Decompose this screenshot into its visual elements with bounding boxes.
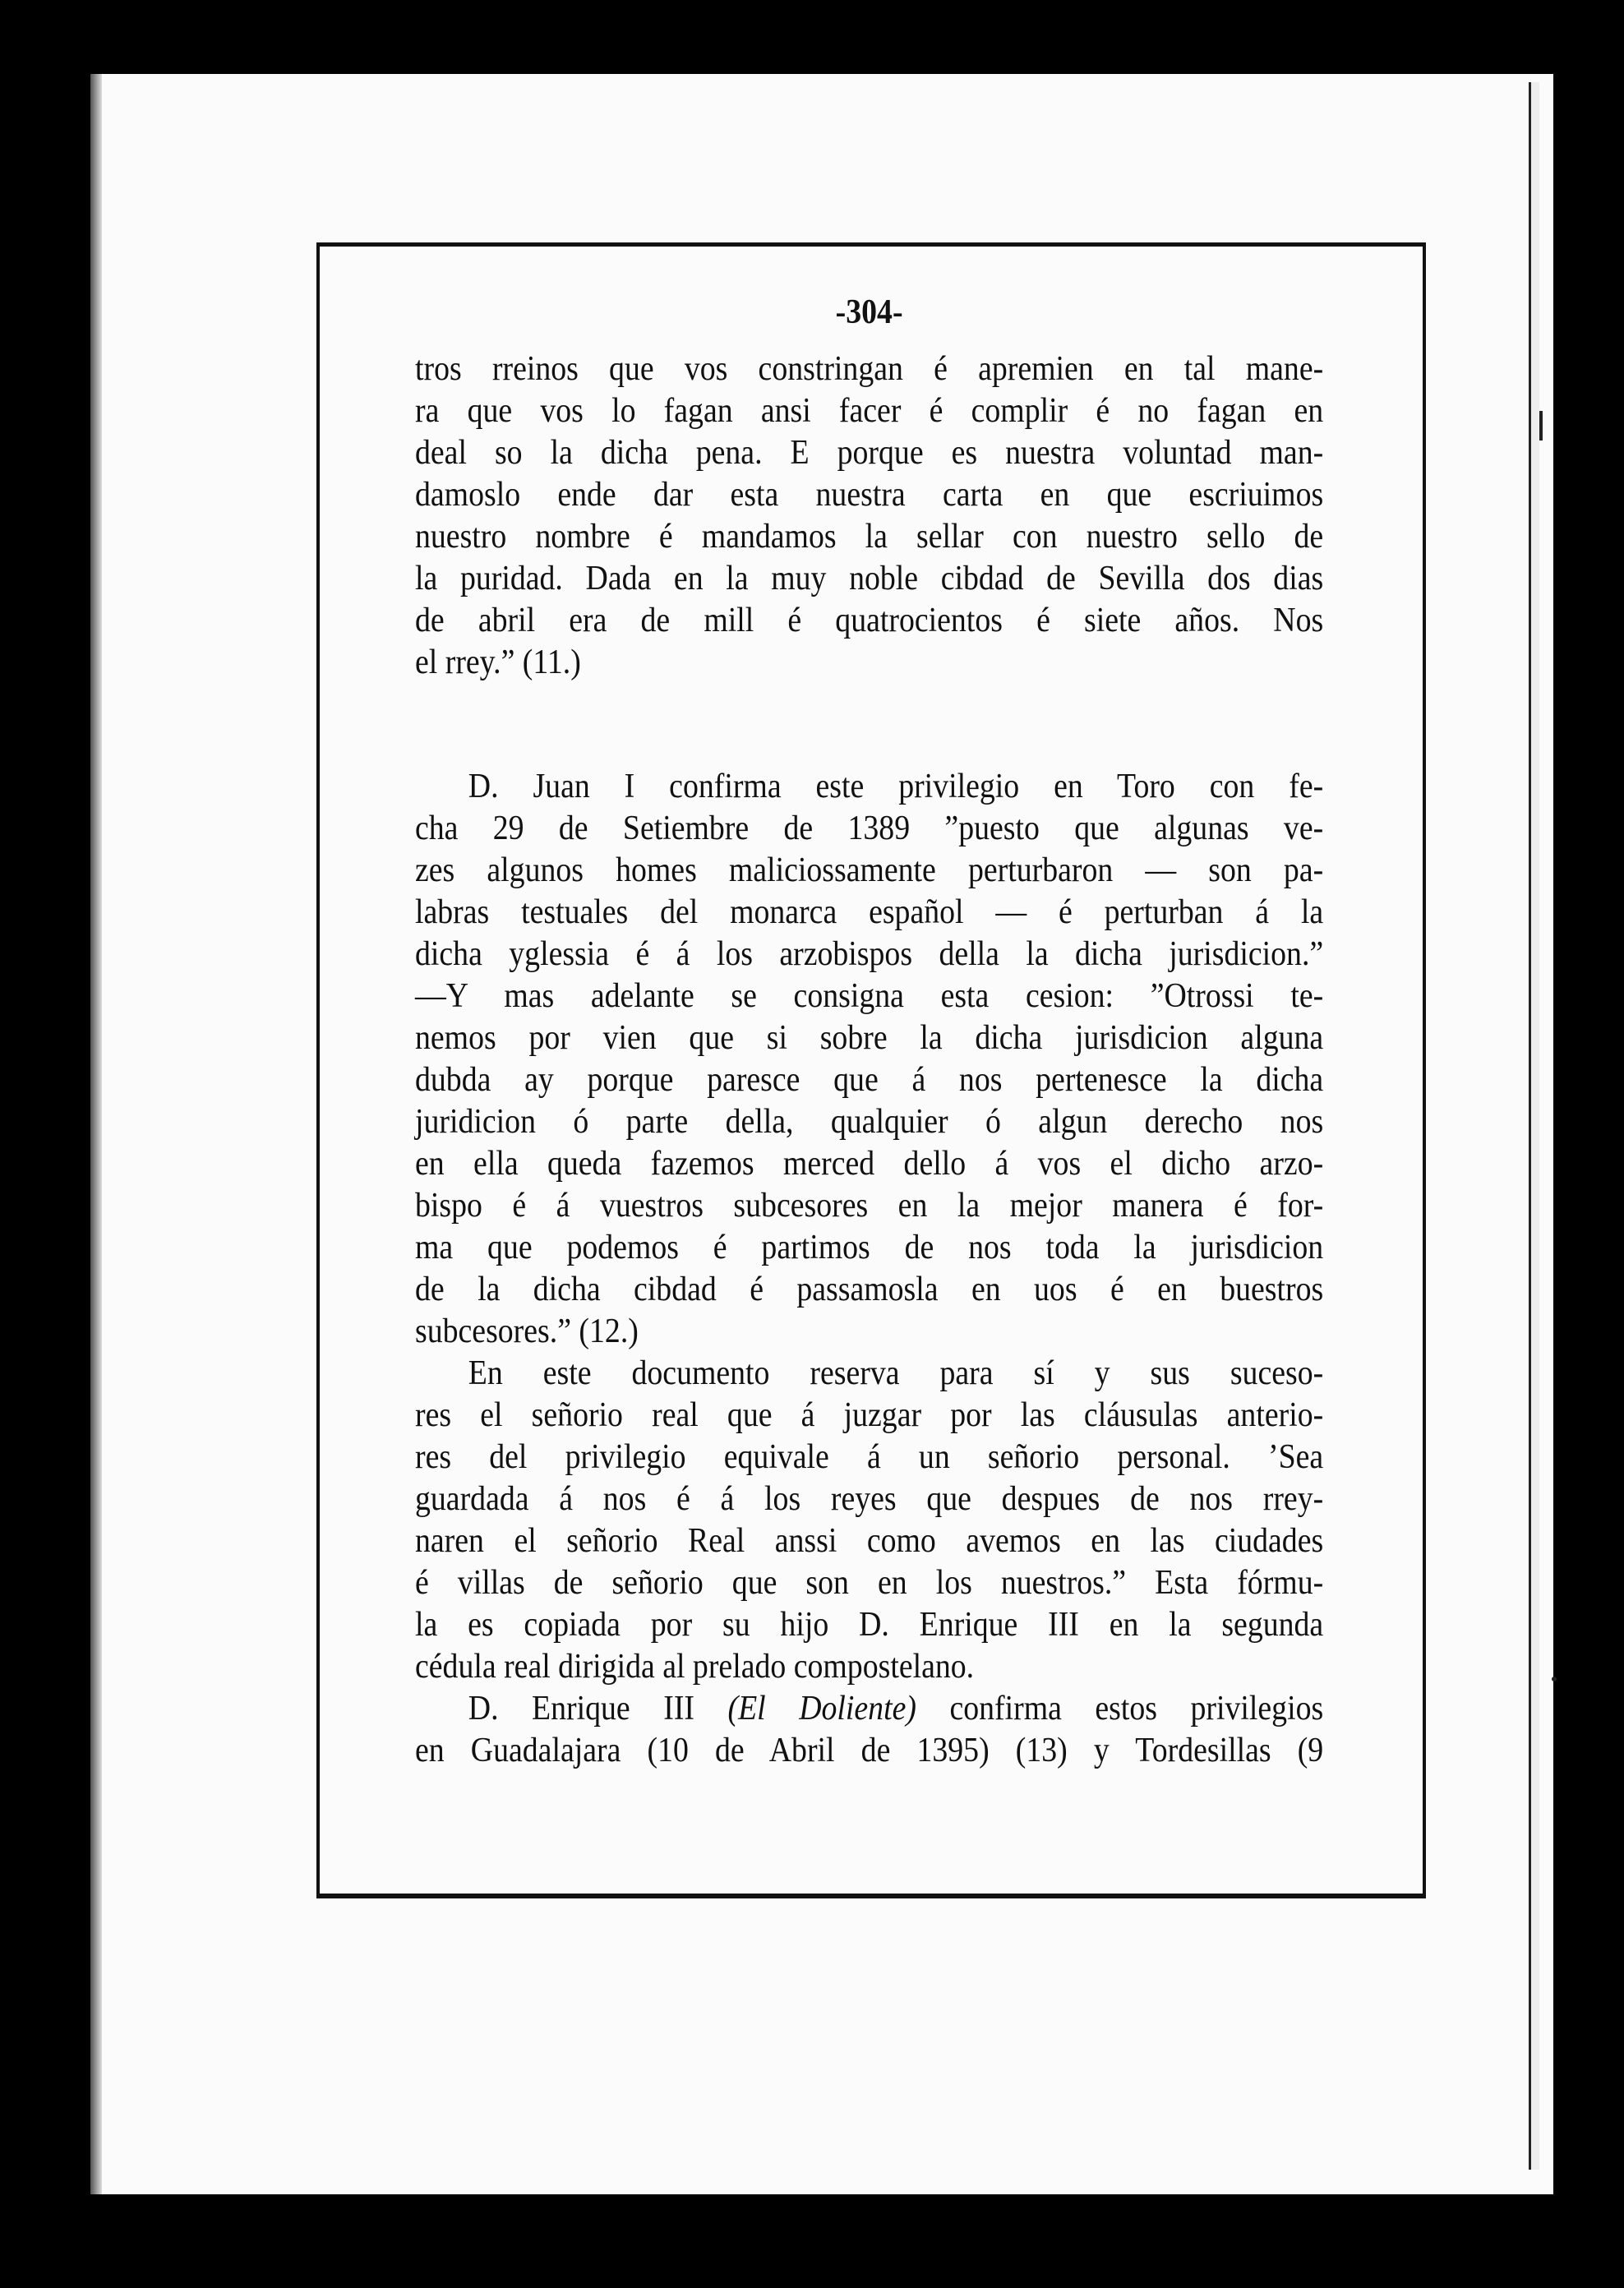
text-line: nemos por vien que si sobre la dicha jurisdicion alguna bbox=[415, 1019, 1324, 1057]
page-content bbox=[415, 292, 1323, 1772]
text-line: de la dicha cibdad é passamosla en uos é en buestros bbox=[415, 1271, 1324, 1308]
margin-mark bbox=[1539, 411, 1543, 441]
text-line: ra que vos lo fagan ansi facer é complir é no fagan en bbox=[415, 392, 1324, 430]
text-line: labras testuales del monarca español — é perturban á la bbox=[415, 893, 1324, 931]
text-line: la puridad. Dada en la muy noble cibdad de Sevilla dos dias bbox=[415, 560, 1324, 597]
text-line: deal so la dicha pena. E porque es nuestra voluntad man- bbox=[415, 434, 1324, 472]
text-line: ma que podemos é partimos de nos toda la jurisdicion bbox=[415, 1229, 1324, 1266]
text-line: tros rreinos que vos constringan é apremien en tal mane- bbox=[415, 350, 1324, 388]
text-line: —Y mas adelante se consigna esta cesion: ”Otrossi te- bbox=[415, 977, 1324, 1015]
text-line: la es copiada por su hijo D. Enrique III en la segunda bbox=[415, 1606, 1324, 1644]
text-line bbox=[415, 1730, 1323, 1772]
text-line: guardada á nos é á los reyes que despues de nos rrey- bbox=[415, 1480, 1324, 1518]
text-line bbox=[415, 1688, 1323, 1730]
next-page-edge bbox=[1529, 82, 1539, 2170]
paragraph-2 bbox=[415, 766, 1323, 1353]
text-line: juridicion ó parte della, qualquier ó algun derecho nos bbox=[415, 1103, 1324, 1141]
text-line: en ella queda fazemos merced dello á vos el dicho arzo- bbox=[415, 1145, 1324, 1183]
text-line: zes algunos homes maliciossamente perturbaron — son pa- bbox=[415, 851, 1324, 889]
text-line: res el señorio real que á juzgar por las cláusulas anterio- bbox=[415, 1396, 1324, 1434]
text-line: cédula real dirigida al prelado compostelano. bbox=[415, 1648, 975, 1686]
text-line: de abril era de mill é quatrocientos é siete años. Nos bbox=[415, 602, 1324, 639]
text-line: res del privilegio equivale á un señorio personal. ’Sea bbox=[415, 1438, 1324, 1476]
text-line: naren el señorio Real anssi como avemos en las ciudades bbox=[415, 1522, 1324, 1560]
paragraph-1 bbox=[415, 348, 1323, 684]
paragraph-4 bbox=[415, 1688, 1323, 1772]
text-line: é villas de señorio que son en los nuestros.” Esta fórmu- bbox=[415, 1564, 1324, 1602]
text-line: subcesores.” (12.) bbox=[415, 1312, 639, 1350]
text-run: D. Enrique III bbox=[468, 1690, 728, 1728]
text-line: dicha yglessia é á los arzobispos della la dicha jurisdicion.” bbox=[415, 935, 1324, 973]
text-line: el rrey.” (11.) bbox=[415, 644, 581, 681]
text-line: nuestro nombre é mandamos la sellar con nuestro sello de bbox=[415, 518, 1324, 556]
text-line: damoslo ende dar esta nuestra carta en que escriuimos bbox=[415, 476, 1324, 514]
margin-mark bbox=[1552, 1677, 1557, 1681]
text-run: en Guadalajara (10 de Abril de 1395) (13) y Tordesillas (9 bbox=[415, 1732, 1324, 1769]
text-line: En este documento reserva para sí y sus suceso- bbox=[468, 1354, 1324, 1392]
text-line: cha 29 de Setiembre de 1389 ”puesto que algunas ve- bbox=[415, 810, 1324, 847]
italic-epithet: (El Doliente) bbox=[727, 1690, 916, 1728]
text-line: D. Juan I confirma este privilegio en Toro con fe- bbox=[468, 768, 1324, 805]
text-line: dubda ay porque paresce que á nos pertenesce la dicha bbox=[415, 1061, 1324, 1099]
text-run: confirma estos privilegios bbox=[916, 1690, 1324, 1728]
paragraph-gap bbox=[415, 684, 1323, 766]
paragraph-3 bbox=[415, 1353, 1323, 1688]
text-line: bispo é á vuestros subcesores en la mejor manera é for- bbox=[415, 1187, 1324, 1225]
page-number: -304- bbox=[835, 293, 903, 331]
